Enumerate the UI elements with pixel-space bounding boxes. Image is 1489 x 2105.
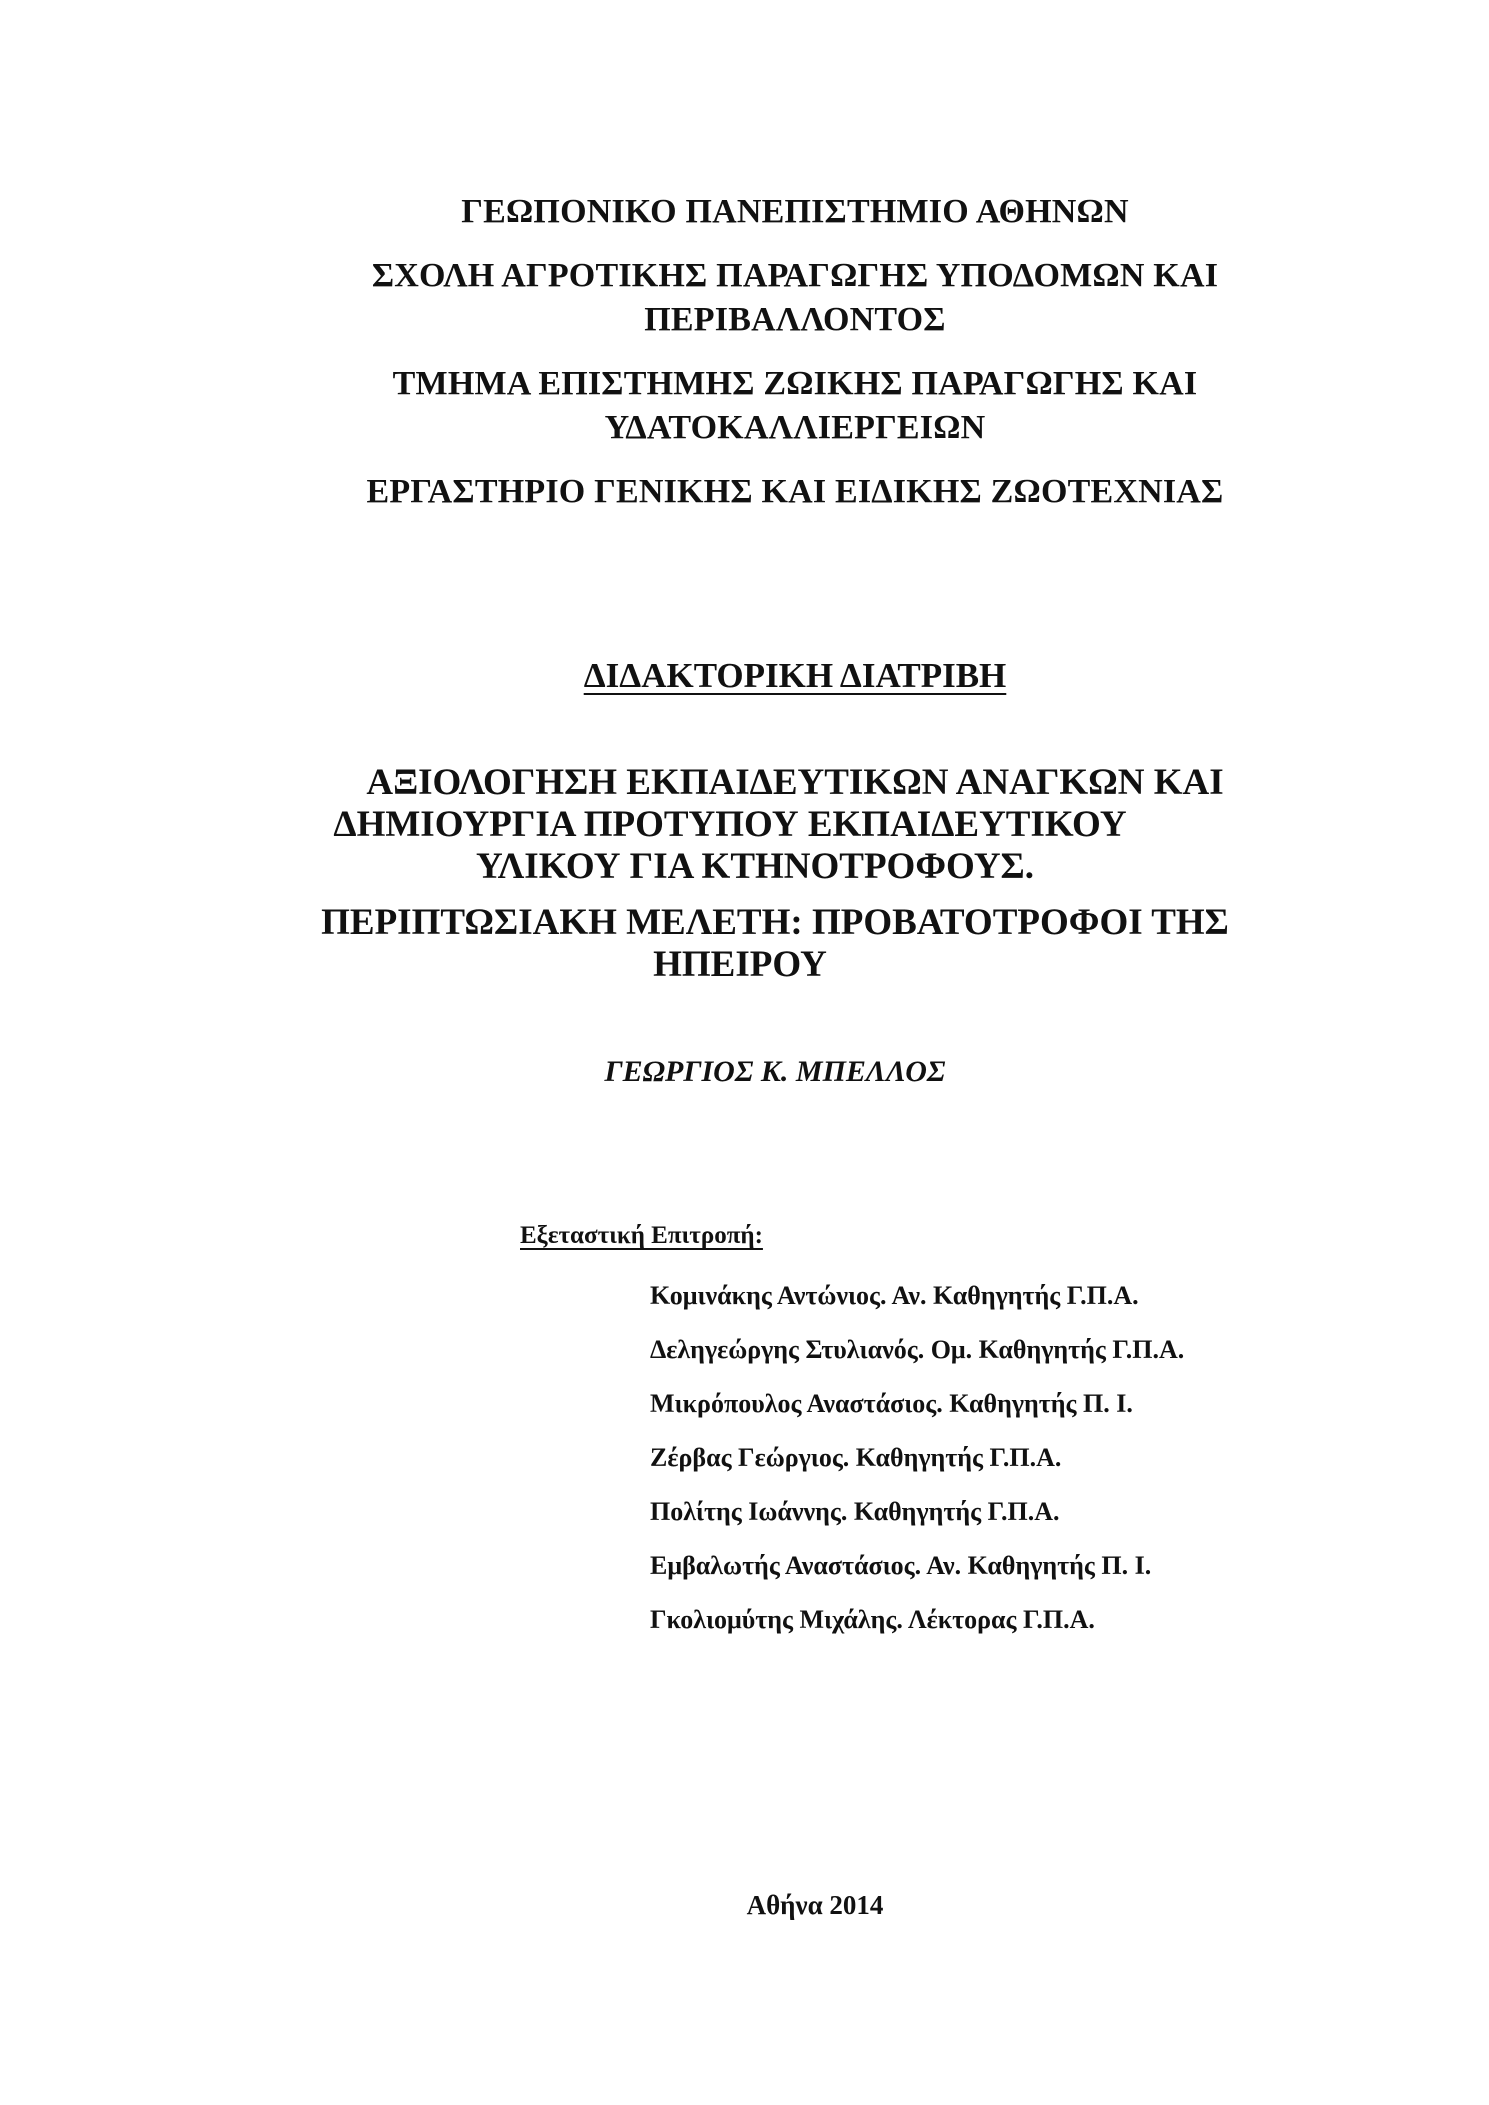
institution-header	[200, 190, 1390, 534]
department-name-line1: ΤΜΗΜΑ ΕΠΙΣΤΗΜΗΣ ΖΩΙΚΗΣ ΠΑΡΑΓΩΓΗΣ ΚΑΙ	[392, 365, 1198, 402]
committee-member-list	[650, 1278, 1184, 1656]
committee-member: Πολίτης Ιωάννης. Καθηγητής Γ.Π.Α.	[650, 1497, 1060, 1526]
thesis-title-line3: ΥΛΙΚΟΥ ΓΙΑ ΚΤΗΝΟΤΡΟΦΟΥΣ.	[476, 846, 1034, 887]
laboratory-name: ΕΡΓΑΣΤΗΡΙΟ ΓΕΝΙΚΗΣ ΚΑΙ ΕΙΔΙΚΗΣ ΖΩΟΤΕΧΝΙΑΣ	[366, 473, 1224, 510]
committee-heading: Εξεταστική Επιτροπή:	[520, 1222, 763, 1249]
committee-member: Εμβαλωτής Αναστάσιος. Αν. Καθηγητής Π. Ι.	[650, 1551, 1152, 1580]
thesis-title-block	[200, 762, 1390, 986]
school-name-line2: ΠΕΡΙΒΑΛΛΟΝΤΟΣ	[644, 301, 946, 338]
thesis-title-line4: ΠΕΡΙΠΤΩΣΙΑΚΗ ΜΕΛΕΤΗ: ΠΡΟΒΑΤΟΤΡΟΦΟΙ ΤΗΣ	[321, 902, 1229, 943]
committee-member: Κομινάκης Αντώνιος. Αν. Καθηγητής Γ.Π.Α.	[650, 1281, 1139, 1310]
thesis-title-line5: ΗΠΕΙΡΟΥ	[653, 944, 827, 985]
place-date: Αθήνα 2014	[746, 1890, 884, 1920]
committee-member: Δεληγεώργης Στυλιανός. Ομ. Καθηγητής Γ.Π.Α.	[650, 1335, 1185, 1364]
thesis-title-line2: ΔΗΜΙΟΥΡΓΙΑ ΠΡΟΤΥΠΟΥ ΕΚΠΑΙΔΕΥΤΙΚΟΥ	[333, 804, 1127, 845]
committee-member: Γκολιομύτης Μιχάλης. Λέκτορας Γ.Π.Α.	[650, 1605, 1095, 1634]
committee-member: Μικρόπουλος Αναστάσιος. Καθηγητής Π. Ι.	[650, 1389, 1133, 1418]
document-type: ΔΙΔΑΚΤΟΡΙΚΗ ΔΙΑΤΡΙΒΗ	[583, 656, 1007, 695]
department-name-line2: ΥΔΑΤΟΚΑΛΛΙΕΡΓΕΙΩΝ	[604, 409, 986, 446]
committee-member: Ζέρβας Γεώργιος. Καθηγητής Γ.Π.Α.	[650, 1443, 1062, 1472]
document-type-block	[200, 656, 1390, 696]
thesis-title-line1: ΑΞΙΟΛΟΓΗΣΗ ΕΚΠΑΙΔΕΥΤΙΚΩΝ ΑΝΑΓΚΩΝ ΚΑΙ	[366, 762, 1224, 803]
university-name: ΓΕΩΠΟΝΙΚΟ ΠΑΝΕΠΙΣΤΗΜΙΟ ΑΘΗΝΩΝ	[461, 193, 1129, 230]
author-name: ΓΕΩΡΓΙΟΣ Κ. ΜΠΕΛΛΟΣ	[604, 1055, 946, 1088]
school-name-line1: ΣΧΟΛΗ ΑΓΡΟΤΙΚΗΣ ΠΑΡΑΓΩΓΗΣ ΥΠΟΔΟΜΩΝ ΚΑΙ	[371, 257, 1219, 294]
author-block	[180, 1055, 1370, 1089]
